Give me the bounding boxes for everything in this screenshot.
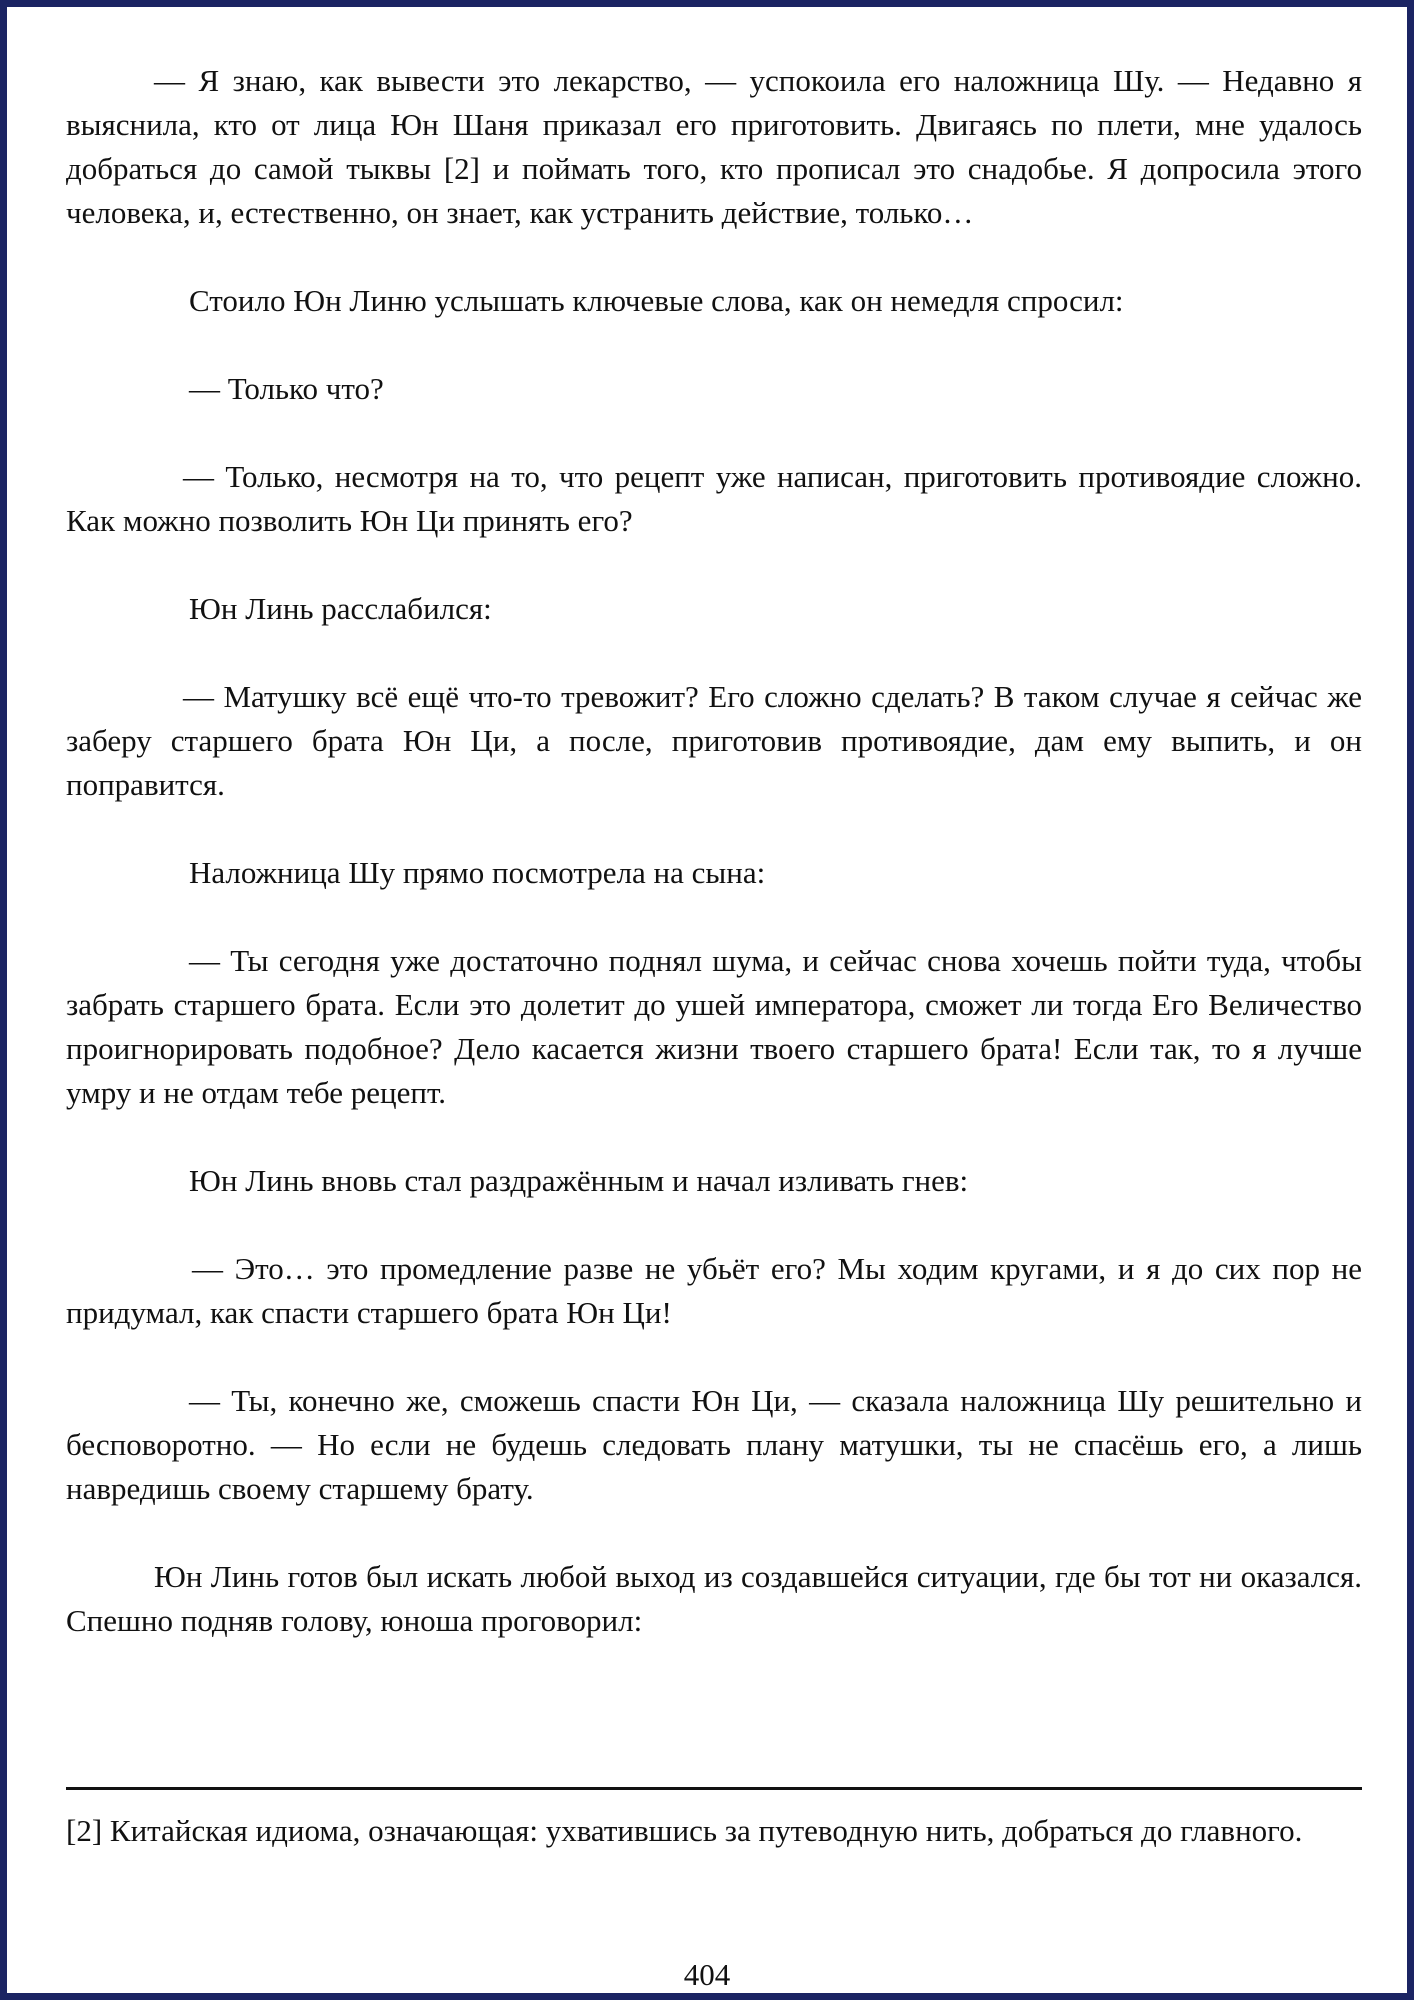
paragraph: — Ты, конечно же, сможешь спасти Юн Ци, — сказала наложница Шу решительно и бесповоротно. — Но если не будешь следовать плану матушки, ты не спасёшь его, а лишь навредишь своему старшему брату. (66, 1383, 1362, 1506)
paragraph: — Ты сегодня уже достаточно поднял шума, и сейчас снова хочешь пойти туда, чтобы забрать старшего брата. Если это долетит до ушей императора, сможет ли тогда Его Величество проигнорировать подобное? Дело касается жизни твоего старшего брата! Если так, то я лучше умру и не отдам тебе рецепт. (66, 943, 1362, 1110)
paragraph: — Только что? (189, 371, 384, 406)
main-text (66, 59, 1362, 1643)
paragraph: Юн Линь вновь стал раздражённым и начал изливать гнев: (189, 1163, 969, 1198)
paragraph: — Матушку всё ещё что-то тревожит? Его сложно сделать? В таком случае я сейчас же заберу старшего брата Юн Ци, а после, приготовив противоядие, дам ему выпить, и он поправится. (66, 679, 1362, 802)
paragraph: — Только, несмотря на то, что рецепт уже написан, приготовить противоядие сложно. Как можно позволить Юн Ци принять его? (66, 459, 1362, 538)
paragraph: Наложница Шу прямо посмотрела на сына: (189, 855, 766, 890)
paragraph: Юн Линь расслабился: (189, 591, 492, 626)
paragraph: — Я знаю, как вывести это лекарство, — успокоила его наложница Шу. — Недавно я выяснила, кто от лица Юн Шаня приказал его приготовить. Двигаясь по плети, мне удалось добраться до самой тыквы [2] и поймать того, кто прописал это снадобье. Я допросила этого человека, и, естественно, он знает, как устранить действие, только… (66, 63, 1362, 230)
paragraph: Стоило Юн Линю услышать ключевые слова, как он немедля спросил: (189, 283, 1124, 318)
footnote: [2] Китайская идиома, означающая: ухватившись за путеводную нить, добраться до главного. (66, 1813, 1303, 1848)
page-number: 404 (683, 1957, 731, 1992)
paragraph: — Это… это промедление разве не убьёт его? Мы ходим кругами, и я до сих пор не придумал, как спасти старшего брата Юн Ци! (66, 1251, 1362, 1330)
footnote-divider (66, 1787, 1362, 1790)
paragraph: Юн Линь готов был искать любой выход из создавшейся ситуации, где бы тот ни оказался. Спешно подняв голову, юноша проговорил: (66, 1559, 1362, 1638)
